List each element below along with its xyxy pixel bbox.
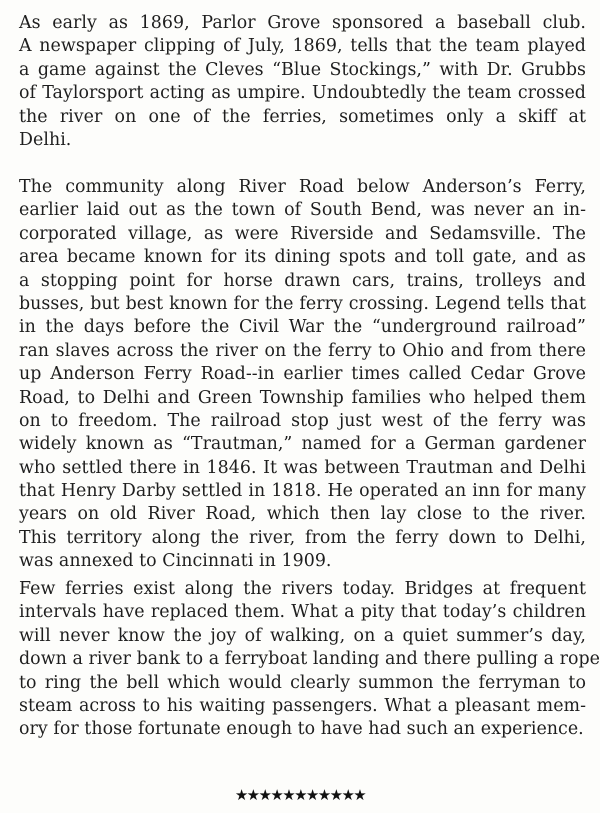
text-line: ran slaves across the river on the ferry to Ohio and from there xyxy=(19,340,586,361)
text-line: The community along River Road below Anderson’s Ferry, xyxy=(19,177,586,197)
text-line: A newspaper clipping of July, 1869, tells that the team played xyxy=(19,36,586,57)
text-line: Few ferries exist along the rivers today. Bridges at frequent xyxy=(19,579,586,599)
text-line: Delhi. xyxy=(19,129,72,150)
paragraph-ferries-today xyxy=(19,578,600,742)
text-line: This territory along the river, from the ferry down to Delhi, xyxy=(19,527,586,548)
text-line: that Henry Darby settled in 1818. He operated an inn for many xyxy=(19,481,586,502)
text-line: Road, to Delhi and Green Township families who helped them xyxy=(19,387,586,408)
text-line: area became known for its dining spots and toll gate, and as xyxy=(19,247,586,268)
paragraph-river-road-community xyxy=(19,176,586,574)
text-line: of Taylorsport acting as umpire. Undoubtedly the team crossed xyxy=(19,83,586,104)
text-line: years on old River Road, which then lay close to the river. xyxy=(19,504,586,525)
text-line: As early as 1869, Parlor Grove sponsored a baseball club. xyxy=(19,13,586,33)
star-divider: ★★★★★★★★★★★ xyxy=(234,786,366,804)
text-line: steam across to his waiting passengers. What a pleasant mem- xyxy=(19,695,586,716)
text-line: widely known as “Trautman,” named for a German gardener xyxy=(19,434,586,455)
text-line: was annexed to Cincinnati in 1909. xyxy=(19,551,332,572)
text-line: intervals have replaced them. What a pity that today’s children xyxy=(19,602,586,623)
paragraph-baseball-club xyxy=(19,12,586,152)
text-line: up Anderson Ferry Road--in earlier times called Cedar Grove xyxy=(19,364,586,385)
text-line: on to freedom. The railroad stop just west of the ferry was xyxy=(19,410,586,431)
text-line: ory for those fortunate enough to have had such an experience. xyxy=(19,719,584,740)
text-line: a game against the Cleves “Blue Stockings,” with Dr. Grubbs xyxy=(19,59,586,80)
text-line: corporated village, as were Riverside and Sedamsville. The xyxy=(19,223,586,244)
text-line: the river on one of the ferries, sometimes only a skiff at xyxy=(19,106,586,127)
text-line: will never know the joy of walking, on a quiet summer’s day, xyxy=(19,625,586,646)
text-line: in the days before the Civil War the “underground railroad” xyxy=(19,317,586,338)
text-line: who settled there in 1846. It was between Trautman and Delhi xyxy=(19,457,586,478)
text-line: a stopping point for horse drawn cars, trains, trolleys and xyxy=(19,270,586,291)
text-line: to ring the bell which would clearly summon the ferryman to xyxy=(19,672,586,693)
text-line: earlier laid out as the town of South Bend, was never an in- xyxy=(19,200,586,221)
text-line: busses, but best known for the ferry crossing. Legend tells that xyxy=(19,293,586,314)
text-line: down a river bank to a ferryboat landing and there pulling a rope xyxy=(19,649,600,670)
